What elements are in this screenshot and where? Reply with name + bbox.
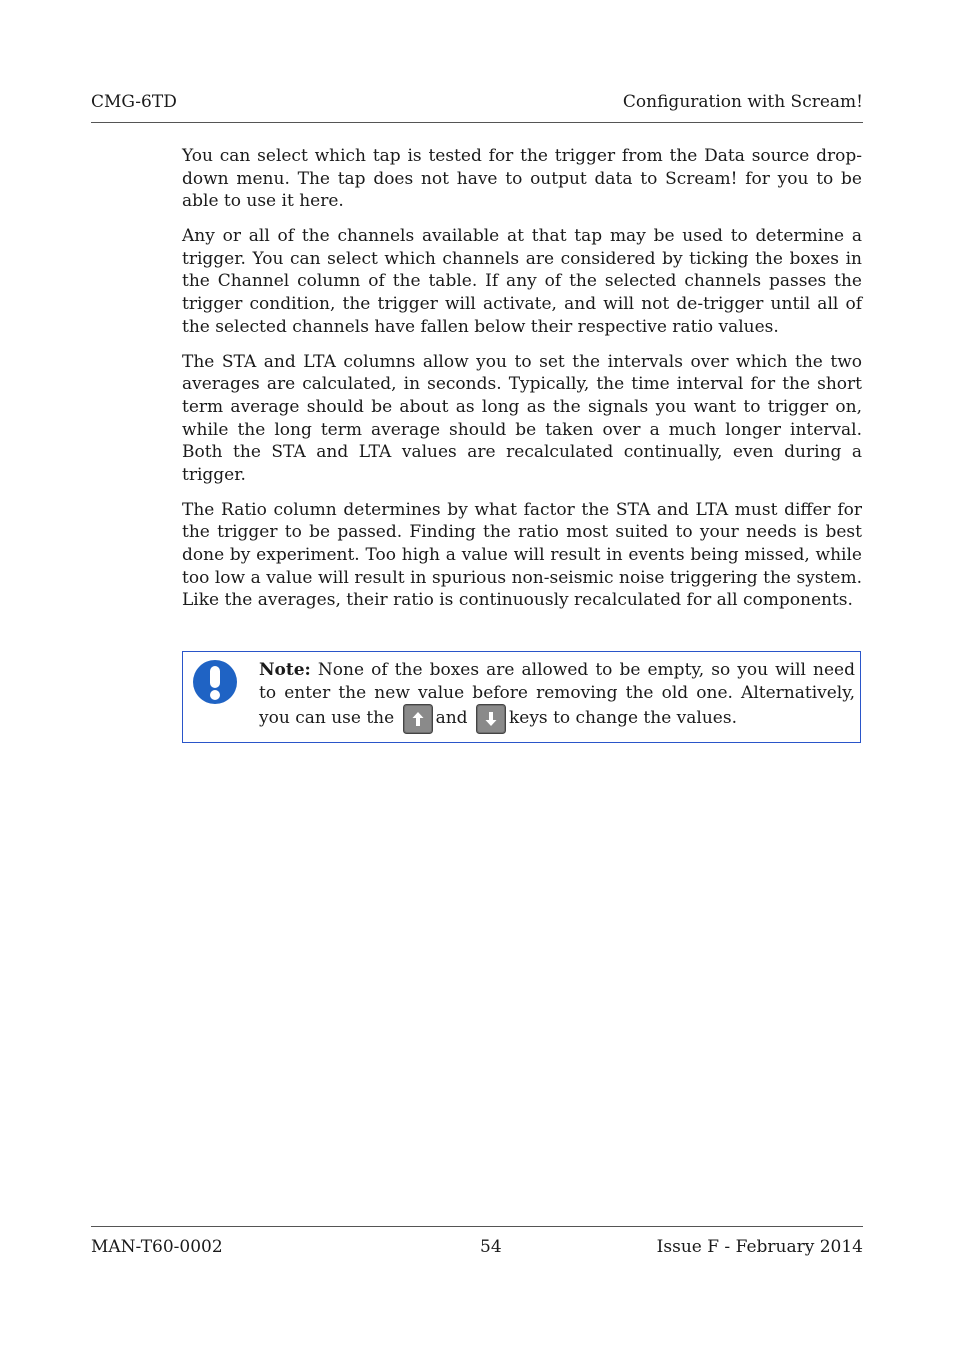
page-header — [91, 88, 863, 123]
footer-issue-date: Issue F - February 2014 — [656, 1237, 863, 1257]
exclamation-icon — [192, 659, 238, 705]
body-text — [182, 145, 862, 624]
header-document-model: CMG-6TD — [91, 92, 177, 112]
page-footer — [91, 1226, 863, 1257]
paragraph-ratio: The Ratio column determines by what factor the STA and LTA must differ for the trigger to be passed. Finding the ratio most suited to your needs is best done by experiment. Too high a value will result in events being missed, while too low a value will result in spurious non-seismic noise triggering the system. Like the averages, their ratio is continuously recalculated for all components. — [182, 499, 862, 611]
note-text-part-3: keys to change the values. — [508, 708, 737, 729]
note-text — [259, 659, 855, 734]
footer-manual-number: MAN-T60-0002 — [91, 1237, 223, 1257]
note-text-part-1: None of the boxes are allowed to be empty, so you will need to enter the new value before removing the old one. Alternatively, you can use the — [259, 660, 855, 729]
note-text-part-2: and — [435, 708, 468, 729]
header-section-title: Configuration with Scream! — [622, 92, 863, 112]
up-arrow-key-icon — [403, 704, 433, 734]
down-arrow-key-icon — [476, 704, 506, 734]
paragraph-channels: Any or all of the channels available at that tap may be used to determine a trigger. You can select which channels are considered by ticking the boxes in the Channel column of the table. If any of the selected channels passes the trigger condition, the trigger will activate, and will not de-trigger until all of the selected channels have fallen below their respective ratio values. — [182, 226, 862, 337]
paragraph-data-source: You can select which tap is tested for the trigger from the Data source drop-down menu. The tap does not have to output data to Scream! for you to be able to use it here. — [182, 146, 862, 212]
paragraph-sta-lta: The STA and LTA columns allow you to set the intervals over which the two averages are calculated, in seconds. Typically, the time interval for the short term average should be about as long as the signals you want to trigger on, while the long term average should be taken over a much longer interval. Both the STA and LTA values are recalculated continually, even during a trigger. — [182, 351, 862, 485]
note-label: Note: — [259, 660, 311, 680]
footer-page-number: 54 — [480, 1237, 502, 1257]
note-box — [182, 651, 861, 743]
